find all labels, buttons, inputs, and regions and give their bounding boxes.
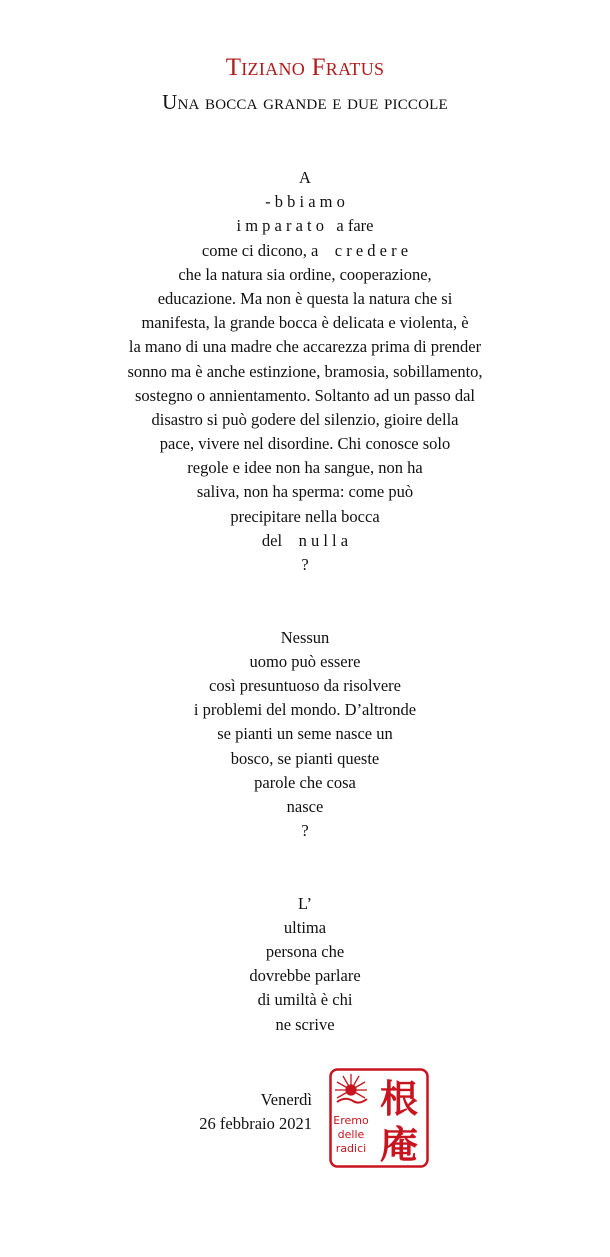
poem-line: uomo può essere [249,651,361,671]
poem-line: ? [301,821,309,841]
poem-line: educazione. Ma non è questa la natura che si [157,288,453,308]
poem-line: persona che [265,942,345,962]
poem-line: sostegno o annientamento. Soltanto ad un passo dal [134,385,476,405]
seal-text-eremo: Eremo [333,1114,369,1127]
eremo-delle-radici-seal [329,1068,429,1168]
poem-line: nasce [286,796,324,816]
weekday: Venerdì [260,1090,312,1109]
poem-line: del n u l l a [261,530,349,550]
poem-line: precipitare nella bocca [230,506,380,526]
poem-line: di umiltà è chi [257,990,353,1010]
poem-line: saliva, non ha sperma: come può [196,482,414,502]
poem-line: se pianti un seme nasce un [217,724,393,744]
date-block [199,1088,312,1136]
poem-body [0,166,610,1037]
poem-line: ? [301,555,309,574]
poem-line: ne scrive [275,1014,335,1034]
poem-line: ultima [283,917,327,937]
poem-line: disastro si può godere del silenzio, gioire della [151,409,459,429]
date-text: 26 febbraio 2021 [199,1114,312,1133]
poem-line: come ci dicono, a c r e d e r e [201,240,409,260]
author-name: Tiziano Fratus [225,54,385,81]
sun-icon [335,1074,367,1103]
poem-line: L’ [297,893,313,913]
poem-line: dovrebbe parlare [249,966,361,986]
poem-line: così presuntuoso da risolvere [209,675,401,695]
seal-kanji-an: 庵 [379,1123,419,1167]
poem-line: A [299,168,311,187]
poem-line: che la natura sia ordine, cooperazione, [178,264,432,284]
seal-kanji-ne: 根 [379,1077,419,1121]
seal-text-radici: radici [335,1142,367,1155]
poem-line: la mano di una madre che accarezza prima di prender [128,337,482,357]
poem-line: - b b i a m o [265,192,345,212]
poem-line: Nessun [280,627,330,647]
stanza-gap [0,843,610,891]
seal-text-delle: delle [337,1128,365,1141]
poem-line: sonno ma è anche estinzione, bramosia, sobillamento, [127,361,483,381]
poem-line: parole che cosa [254,772,356,792]
stanza-gap [0,577,610,625]
poem-line: pace, vivere nel disordine. Chi conosce solo [159,434,451,454]
poem-line: manifesta, la grande bocca è delicata e violenta, è [141,313,469,333]
poem-title: Una bocca grande e due piccole [162,90,448,114]
poem-line: regole e idee non ha sangue, non ha [187,458,423,478]
poem-line: i m p a r a t o a fare [236,216,374,236]
poem-line: i problemi del mondo. D’altronde [193,700,417,720]
poem-line: bosco, se pianti queste [230,748,380,768]
